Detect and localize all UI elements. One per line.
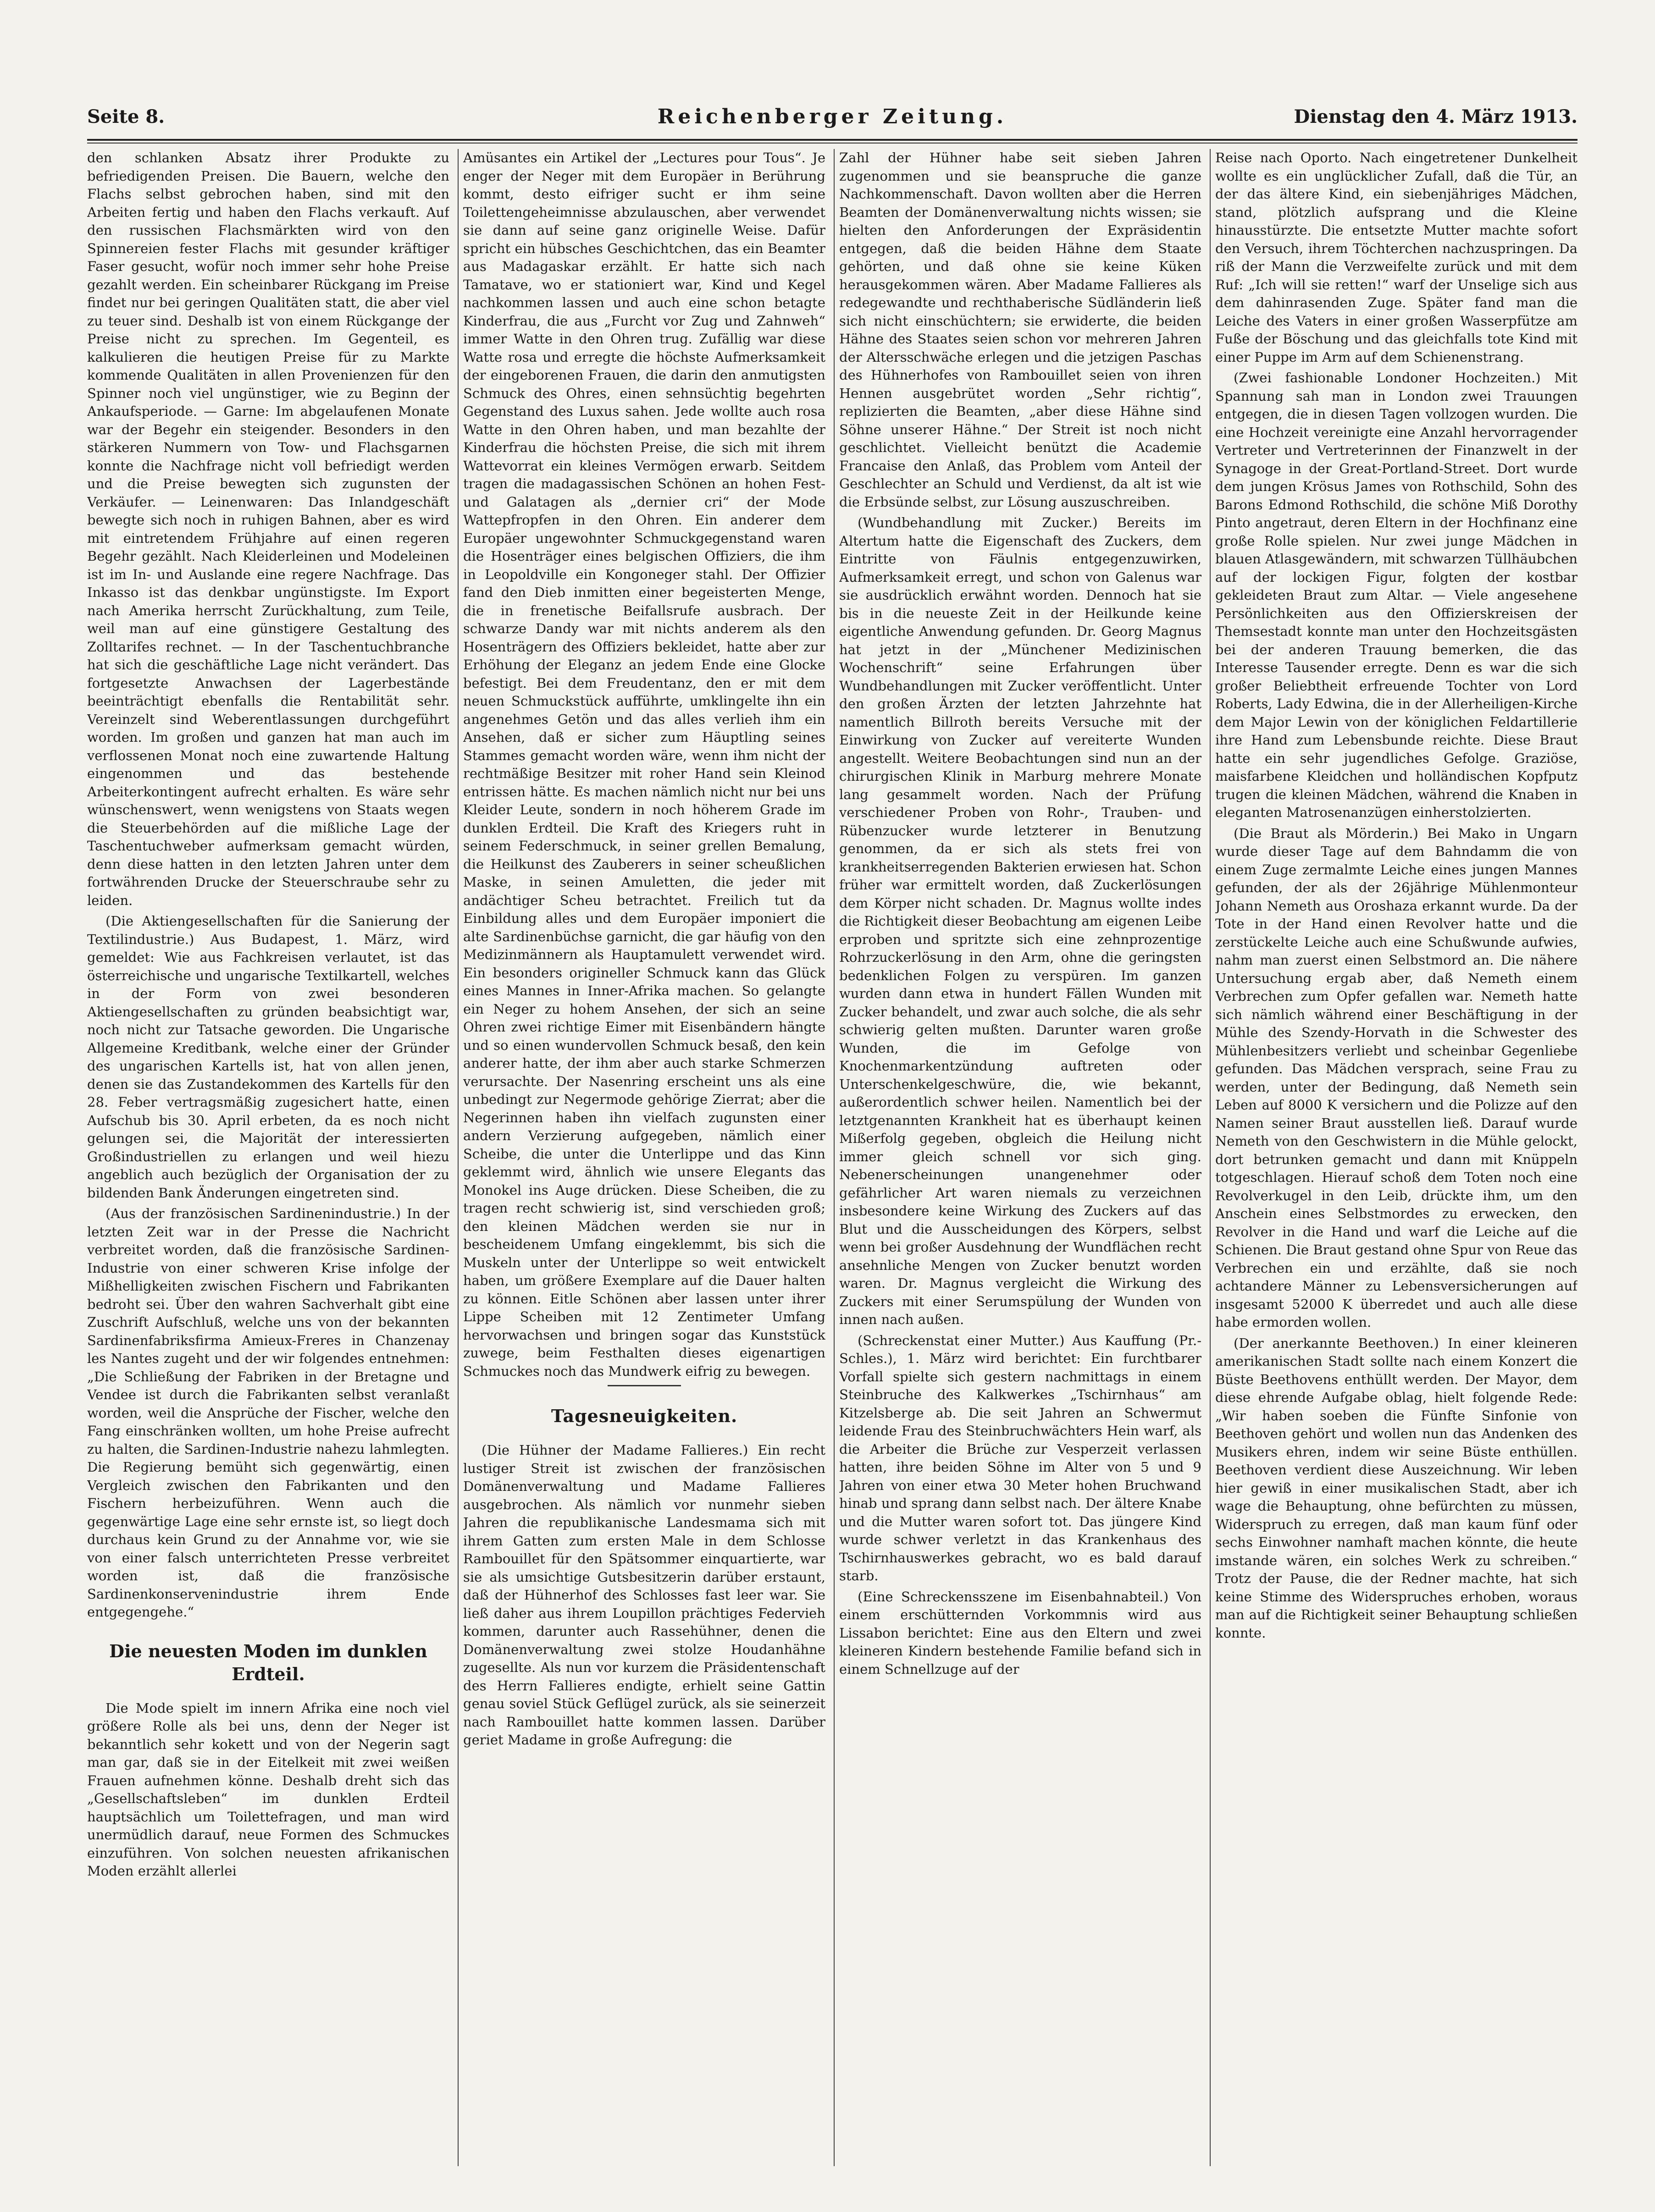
section-divider: [608, 1385, 681, 1386]
article-paragraph: (Die Aktiengesellschaften für die Sanierung der Textilindustrie.) Aus Budapest, 1. März, wird gemeldet: Wie aus Fachkreisen verlautet, ist das österreichische und ungarische Textilkartell, welches in der Form von zwei besonderen Aktiengesellschaften zu gründen beabsichtigt war, noch nicht zur Tatsache geworden. Die Ungarische Allgemeine Kreditbank, welche einer der Gründer des ungarischen Kartells ist, hat von allen jenen, denen sie das Zustandekommen des Kartells für den 28. Feber vertragsmäßig zugesichert hatte, einen Aufschub bis 30. April erbeten, da es noch nicht gelungen sei, die Majorität der interessierten Großindustriellen zu erlangen und weil hiezu angeblich auch bezüglich der Organisation der zu bildenden Bank Änderungen eingetreten sind.: [87, 913, 449, 1201]
article-paragraph: Die Mode spielt im innern Afrika eine noch viel größere Rolle als bei uns, denn der Neger ist bekanntlich sehr kokett und von der Negerin sagt man gar, daß sie in der Eitelkeit mit zwei weißen Frauen aufnehmen könne. Deshalb dreht sich das „Gesellschaftsleben“ im dunklen Erdteil hauptsächlich um Toilettefragen, und man wird unermüdlich darauf, neue Formen des Schmuckes einzuführen. Von solchen neuesten afrikanischen Moden erzählt allerlei: [87, 1700, 449, 1879]
article-paragraph: (Die Hühner der Madame Fallieres.) Ein recht lustiger Streit ist zwischen der französischen Domänenverwaltung und Madame Fallieres ausgebrochen. Als nämlich vor nunmehr sieben Jahren die republikanische Landesmama sich mit ihrem Gatten zum ersten Male in dem Schlosse Rambouillet für den Spätsommer einquartierte, war sie als umsichtige Gutsbesitzerin darüber erstaunt, daß der Hühnerhof des Schlosses fast leer war. Sie ließ daher aus ihrem Loupillon prächtiges Federvieh kommen, darunter auch Rassehühner, denen die Domänenverwaltung zwei stolze Houdanhähne zugesellte. Als nun vor kurzem die Präsidentenschaft des Herrn Fallieres endigte, erhielt seine Gattin genau soviel Stück Geflügel zurück, als sie seinerzeit nach Rambouillet hatte kommen lassen. Darüber geriet Madame in große Aufregung: die: [463, 1442, 825, 1748]
article-paragraph: Reise nach Oporto. Nach eingetretener Dunkelheit wollte es ein unglücklicher Zufall, daß die Tür, an der das ältere Kind, ein siebenjähriges Mädchen, stand, plötzlich aufsprang und die Kleine hinausstürzte. Die entsetzte Mutter machte sofort den Versuch, ihrem Töchterchen nachzuspringen. Da riß der Mann die Verzweifelte zurück und mit dem Ruf: „Ich will sie retten!“ warf der Unselige sich aus dem dahinrasenden Zuge. Später fand man die Leiche des Vaters in einer großen Wasserpfütze am Fuße der Böschung und das gleichfalls tote Kind mit einer Puppe im Arm auf dem Schienenstrang.: [1215, 150, 1578, 365]
section-heading: Tagesneuigkeiten.: [551, 1406, 738, 1426]
masthead: [87, 99, 1578, 135]
issue-date: Dienstag den 4. März 1913.: [1294, 106, 1578, 127]
column-2: [463, 149, 825, 2166]
column-4: [1215, 149, 1578, 2166]
column-divider: [458, 149, 459, 2166]
article-paragraph: (Wundbehandlung mit Zucker.) Bereits im Altertum hatte die Eigenschaft des Zuckers, dem Eintritte von Fäulnis entgegenzuwirken, Aufmerksamkeit erregt, und schon von Galenus war sie ausdrücklich erwähnt worden. Dennoch hat sie bis in die neueste Zeit in der Heilkunde keine eigentliche Anwendung gefunden. Dr. Georg Magnus hat jetzt in der „Münchener Medizinischen Wochenschrift“ seine Erfahrungen über Wundbehandlungen mit Zucker veröffentlicht. Unter den großen Ärzten der letzten Jahrzehnte hat namentlich Billroth bereits Versuche mit der Einwirkung von Zucker auf vereiterte Wunden angestellt. Weitere Beobachtungen sind nun an der chirurgischen Klinik in Marburg mehrere Monate lang gesammelt worden. Nach der Prüfung verschiedener Proben von Rohr-, Trauben- und Rübenzucker wurde letzterer in Benutzung genommen, da er sich als stets frei von krankheitserregenden Bakterien erwiesen hat. Schon früher war ermittelt worden, daß Zuckerlösungen dem Körper nicht schaden. Dr. Magnus wollte indes die Richtigkeit dieser Beobachtung am eigenen Leibe erproben und spritzte sich eine zehnprozentige Rohrzuckerlösung in den Arm, ohne die geringsten bedenklichen Folgen zu verspüren. Im ganzen wurden dann etwa in hundert Fällen Wunden mit Zucker behandelt, und zwar auch solche, die als sehr schwierig gelten mußten. Darunter waren große Wunden, die im Gefolge von Knochenmarkentzündung auftreten oder Unterschenkelgeschwüre, die, wie bekannt, außerordentlich schwer heilen. Namentlich bei der letztgenannten Krankheit hat es überhaupt keinen Mißerfolg gegeben, obgleich die Heilung nicht immer gleich schnell vor sich ging. Nebenerscheinungen unangenehmer oder gefährlicher Art waren niemals zu verzeichnen insbesondere keine Wirkung des Zuckers auf das Blut und die Ausscheidungen des Körpers, selbst wenn bei großer Ausdehnung der Wundflächen recht ansehnliche Mengen von Zucker benutzt worden waren. Dr. Magnus vergleicht die Wirkung des Zuckers mit einer Serumspülung der Wunden von innen nach außen.: [839, 515, 1201, 1327]
newspaper-page: [87, 99, 1578, 2171]
column-1: [87, 149, 449, 2166]
article-paragraph: (Der anerkannte Beethoven.) In einer kleineren amerikanischen Stadt sollte nach einem Konzert die Büste Beethovens enthüllt werden. Der Mayor, dem diese ehrende Aufgabe oblag, hielt folgende Rede: „Wir haben soeben die Fünfte Sinfonie von Beethoven gehört und wollen nun das Andenken des Musikers ehren, indem wir seine Büste enthüllen. Beethoven verdient diese Auszeichnung. Wir leben hier gewiß in einer musikalischen Stadt, aber ich wage die Behauptung, ohne befürchten zu müssen, Widerspruch zu erregen, daß man kaum fünf oder sechs Einwohner namhaft machen könnte, die heute imstande wären, ein solches Werk zu schreiben.“ Trotz der Pause, die der Redner machte, hat sich keine Stimme des Widerspruches erhoben, woraus man auf die Richtigkeit seiner Behauptung schließen konnte.: [1215, 1335, 1578, 1641]
article-paragraph: Amüsantes ein Artikel der „Lectures pour Tous“. Je enger der Neger mit dem Europäer in Berührung kommt, desto eifriger sucht er ihm seine Toilettengeheimnisse abzulauschen, aber verwendet sie dann auf seine ganz originelle Weise. Dafür spricht ein hübsches Geschichtchen, das ein Beamter aus Madagaskar erzählt. Er hatte sich nach Tamatave, wo er stationiert war, Kind und Kegel nachkommen lassen und auch eine schon betagte Kinderfrau, die aus „Furcht vor Zug und Zahnweh“ immer Watte in den Ohren trug. Zufällig war diese Watte rosa und erregte die höchste Aufmerksamkeit der eingeborenen Frauen, die darin den anmutigsten Schmuck des Ohres, einen sehnsüchtig begehrten Gegenstand des Luxus sahen. Jede wollte auch rosa Watte in den Ohren haben, und man bezahlte der Kinderfrau die höchsten Preise, die sich mit ihrem Wattevorrat ein kleines Vermögen erwarb. Seitdem tragen die madagassischen Schönen an hohen Fest- und Galatagen als „dernier cri“ der Mode Wattepfropfen in den Ohren. Ein anderer dem Europäer ungewohnter Schmuckgegenstand waren die Hosenträger eines belgischen Offiziers, die ihm in Leopoldville ein Kongoneger stahl. Der Offizier fand den Dieb inmitten einer begeisterten Menge, die in frenetische Beifallsrufe ausbrach. Der schwarze Dandy war mit nichts anderem als den Hosenträgern des Offiziers bekleidet, hatte aber zur Erhöhung der Eleganz an jedem Ende eine Glocke befestigt. Bei dem Freudentanz, den er mit dem neuen Schmuckstück aufführte, umklingelte ihn ein angenehmes Getön und das alles verlieh ihm ein Ansehen, daß er sicher zum Häuptling seines Stammes gemacht worden wäre, wenn ihm nicht der rechtmäßige Besitzer mit roher Hand sein Kleinod entrissen hätte. Es machen nämlich nicht nur bei uns Kleider Leute, sondern in noch höherem Grade im dunklen Erdteil. Die Kraft des Kriegers ruht in seinem Federschmuck, in seiner grellen Bemalung, die Heilkunst des Zauberers in seiner scheußlichen Maske, in seinen Amuletten, die jeder mit andächtiger Scheu betrachtet. Freilich tut da Einbildung alles und dem Europäer imponiert die alte Sardinenbüchse garnicht, die gar häufig von den Medizinmännern als Hauptamulett verwendet wird. Ein besonders origineller Schmuck kann das Glück eines Mannes in Inner-Afrika machen. So gelangte ein Neger zu hohem Ansehen, der sich an seine Ohren zwei richtige Eimer mit Eisenbändern hängte und so einen wundervollen Schmuck besaß, den kein anderer hatte, der ihm aber auch starke Schmerzen verursachte. Der Nasenring erscheint uns als eine unbedingt zur Negermode gehörige Zierrat; aber die Negerinnen haben ihn vielfach zugunsten einer andern Verzierung aufgegeben, nämlich einer Scheibe, die unter die Unterlippe und das Kinn geklemmt wird, ähnlich wie unsere Elegants das Monokel ins Auge drücken. Diese Scheiben, die zu tragen recht schwierig ist, sind verschieden groß; den kleinen Mädchen werden sie nur in bescheidenem Umfang eingeklemmt, bis sich die Muskeln unter der Unterlippe so weit entwickelt haben, um größere Exemplare auf die Dauer halten zu können. Eitle Schönen aber lassen unter ihrer Lippe Scheiben mit 12 Zentimeter Umfang hervorwachsen und bringen sogar das Kunststück zuwege, beim Festhalten dieses eigenartigen Schmuckes noch das Mundwerk eifrig zu bewegen.: [463, 150, 825, 1379]
article-paragraph: (Schreckenstat einer Mutter.) Aus Kauffung (Pr.-Schles.), 1. März wird berichtet: Ein furchtbarer Vorfall spielte sich gestern nachmittags in einem Steinbruche des Kalkwerkes „Tschirnhaus“ am Kitzelsberge ab. Die seit Jahren an Schwermut leidende Frau des Steinbruchwächters Hein warf, als die Arbeiter die Brüche zur Vesperzeit verlassen hatten, ihre beiden Söhne im Alter von 5 und 9 Jahren von einer etwa 30 Meter hohen Bruchwand hinab und sprang dann selbst nach. Der ältere Knabe und die Mutter waren sofort tot. Das jüngere Kind wurde schwer verletzt in das Krankenhaus des Tschirnhauswerkes gebracht, wo es bald darauf starb.: [839, 1332, 1201, 1583]
article-paragraph: (Zwei fashionable Londoner Hochzeiten.) Mit Spannung sah man in London zwei Trauungen entgegen, die in diesen Tagen vollzogen wurden. Die eine Hochzeit vereinigte eine Anzahl hervorragender Vertreter und Vertreterinnen der Finanzwelt in der Synagoge in der Great-Portland-Street. Dort wurde dem jungen Krösus James von Rothschild, Sohn des Barons Edmond Rothschild, die schöne Miß Dorothy Pinto angetraut, deren Eltern in der Hochfinanz eine große Rolle spielen. Nur zwei junge Mädchen in blauen Atlasgewändern, mit schwarzen Tüllhäubchen auf der lockigen Figur, folgten der kostbar gekleideten Braut zum Altar. — Viele angesehene Persönlichkeiten aus den Offizierskreisen der Themsestadt konnte man unter den Hochzeitsgästen bei der anderen Trauung bemerken, die das Interesse Tausender erregte. Denn es war die sich großer Beliebtheit erfreuende Tochter von Lord Roberts, Lady Edwina, die in der Allerheiligen-Kirche dem Major Lewin von der königlichen Feldartillerie ihre Hand zum Lebensbunde reichte. Diese Braut hatte ein sehr jugendliches Gefolge. Graziöse, maisfarbene Kleidchen und holländischen Kopfputz trugen die kleinen Mädchen, während die Knaben in eleganten Matrosenanzügen einherstolzierten.: [1215, 370, 1578, 820]
newspaper-title: Reichenberger Zeitung.: [657, 105, 1007, 128]
page-number: Seite 8.: [87, 106, 165, 127]
article-paragraph: den schlanken Absatz ihrer Produkte zu befriedigenden Preisen. Die Bauern, welche den Flachs selbst gebrochen haben, sind mit den Arbeiten fertig und haben den Flachs verkauft. Auf den russischen Flachsmärkten wird von den Spinnereien fester Flachs mit gesunder kräftiger Faser gesucht, wofür noch immer sehr hohe Preise gezahlt werden. Ein scheinbarer Rückgang im Preise findet nur bei geringen Qualitäten statt, die aber viel zu teuer sind. Deshalb ist von einem Rückgange der Preise nicht zu sprechen. Im Gegenteil, es kalkulieren die heutigen Preise für zu Markte kommende Qualitäten in allen Provenienzen für den Spinner noch viel ungünstiger, wie zu Beginn der Ankaufsperiode. — Garne: Im abgelaufenen Monate war der Begehr ein steigender. Besonders in den stärkeren Nummern von Tow- und Flachsgarnen konnte die Nachfrage nicht voll befriedigt werden und die Preise bewegten sich zugunsten der Verkäufer. — Leinenwaren: Das Inlandgeschäft bewegte sich noch in ruhigen Bahnen, aber es wird mit eintretendem Frühjahre auf einen regeren Begehr gezählt. Nach Kleiderleinen und Modeleinen ist im In- und Auslande eine regere Nachfrage. Das Inkasso ist das denkbar ungünstigste. Im Export nach Amerika herrscht Zurückhaltung, zum Teile, weil man auf eine günstigere Gestaltung des Zolltarifes rechnet. — In der Taschentuchbranche hat sich die geschäftliche Lage nicht verändert. Das fortgesetzte Anwachsen der Lagerbestände beeinträchtigt ebenfalls die Rentabilität sehr. Vereinzelt sind Weberentlassungen durchgeführt worden. Im großen und ganzen hat man auch im verflossenen Monat noch eine zuwartende Haltung eingenommen und das bestehende Arbeiterkontingent aufrecht erhalten. Es wäre sehr wünschenswert, wenn wenigstens von Staats wegen die Steuerbehörden auf die mißliche Lage der Taschentuchweber aufmerksam gemacht würden, denn diese hatten in den letzten Jahren unter dem fortwährenden Drucke der Steuerschraube sehr zu leiden.: [87, 150, 449, 908]
article-paragraph: (Die Braut als Mörderin.) Bei Mako in Ungarn wurde dieser Tage auf dem Bahndamm die von einem Zuge zermalmte Leiche eines jungen Mannes gefunden, der als der 26jährige Mühlenmonteur Johann Nemeth aus Oroshaza erkannt wurde. Da der Tote in der Hand einen Revolver hatte und die zerstückelte Leiche auch eine Schußwunde aufwies, nahm man zuerst einen Selbstmord an. Die nähere Untersuchung ergab aber, daß Nemeth einem Verbrechen zum Opfer gefallen war. Nemeth hatte sich nämlich während einer Beschäftigung in der Mühle des Szendy-Horvath in die Schwester des Mühlenbesitzers verliebt und scheinbar Gegenliebe gefunden. Das Mädchen versprach, seine Frau zu werden, unter der Bedingung, daß Nemeth sein Leben auf 8000 K versichern und die Polizze auf den Namen seiner Braut ausstellen ließ. Darauf wurde Nemeth von den Geschwistern in die Mühle gelockt, dort betrunken gemacht und dann mit Knüppeln totgeschlagen. Hierauf schoß dem Toten noch eine Revolverkugel in den Leib, drückte ihm, um den Anschein eines Selbstmordes zu erwecken, den Revolver in die Hand und warf die Leiche auf die Schienen. Die Braut gestand ohne Spur von Reue das Verbrechen ein und erzählte, daß sie noch achtandere Männer zu Lebensversicherungen auf insgesamt 52000 K überredet und auch alle diese habe ermorden wollen.: [1215, 825, 1578, 1330]
column-divider: [834, 149, 835, 2166]
article-paragraph: Zahl der Hühner habe seit sieben Jahren zugenommen und sie beanspruche die ganze Nachkommenschaft. Davon wollten aber die Herren Beamten der Domänenverwaltung nichts wissen; sie hielten den Anforderungen der Expräsidentin entgegen, daß die beiden Hähne dem Staate gehörten, und daß ohne sie keine Küken herausgekommen wären. Aber Madame Fallieres als redegewandte und rechthaberische Südländerin ließ sich nicht einschüchtern; sie erwiderte, die beiden Hähne des Staates seien schon vor mehreren Jahren der Altersschwäche erlegen und die jetzigen Paschas des Hühnerhofes von Rambouillet seien von ihren Hennen ausgebrütet worden „Sehr richtig“, replizierten die Beamten, „aber diese Hähne sind Söhne unserer Hähne.“ Der Streit ist noch nicht geschlichtet. Vielleicht benützt die Academie Francaise den Anlaß, das Problem vom Anteil der Geschlechter an Schuld und Verdienst, da alt ist wie die Erbsünde selbst, zur Lösung auszuschreiben.: [839, 150, 1201, 510]
section-heading: Die neuesten Moden im dunklen Erdteil.: [109, 1640, 427, 1684]
masthead-rule: [87, 139, 1578, 141]
column-3: [839, 149, 1201, 2166]
article-paragraph: (Aus der französischen Sardinenindustrie.) In der letzten Zeit war in der Presse die Nachricht verbreitet worden, daß die französische Sardinen-Industrie von einer schweren Krise infolge der Mißhelligkeiten zwischen Fischern und Fabrikanten bedroht sei. Über den wahren Sachverhalt gibt eine Zuschrift Aufschluß, welche uns von der bekannten Sardinenfabriksfirma Amieux-Freres in Chanzenay les Nantes zugeht und der wir folgendes entnehmen: „Die Schließung der Fabriken in der Bretagne und Vendee ist durch die Fabrikanten selbst veranlaßt worden, weil die Ansprüche der Fischer, welche den Fang einschränken wollten, um hohe Preise aufrecht zu halten, die Sardinen-Industrie nahezu lahmlegten. Die Regierung bemüht sich gegenwärtig, einen Vergleich zwischen den Fabrikanten und den Fischern herbeizuführen. Wenn auch die gegenwärtige Lage eine sehr ernste ist, so liegt doch durchaus kein Grund zu der Annahme vor, wie sie von einer falsch unterrichteten Presse verbreitet worden ist, daß die französische Sardinenkonservenindustrie ihrem Ende entgegengehe.“: [87, 1206, 449, 1620]
column-divider: [1210, 149, 1211, 2166]
article-paragraph: (Eine Schreckensszene im Eisenbahnabteil.) Von einem erschütternden Vorkommnis wird aus Lissabon berichtet: Eine aus den Eltern und zwei kleineren Kindern bestehende Familie befand sich in einem Schnellzuge auf der: [839, 1589, 1201, 1677]
